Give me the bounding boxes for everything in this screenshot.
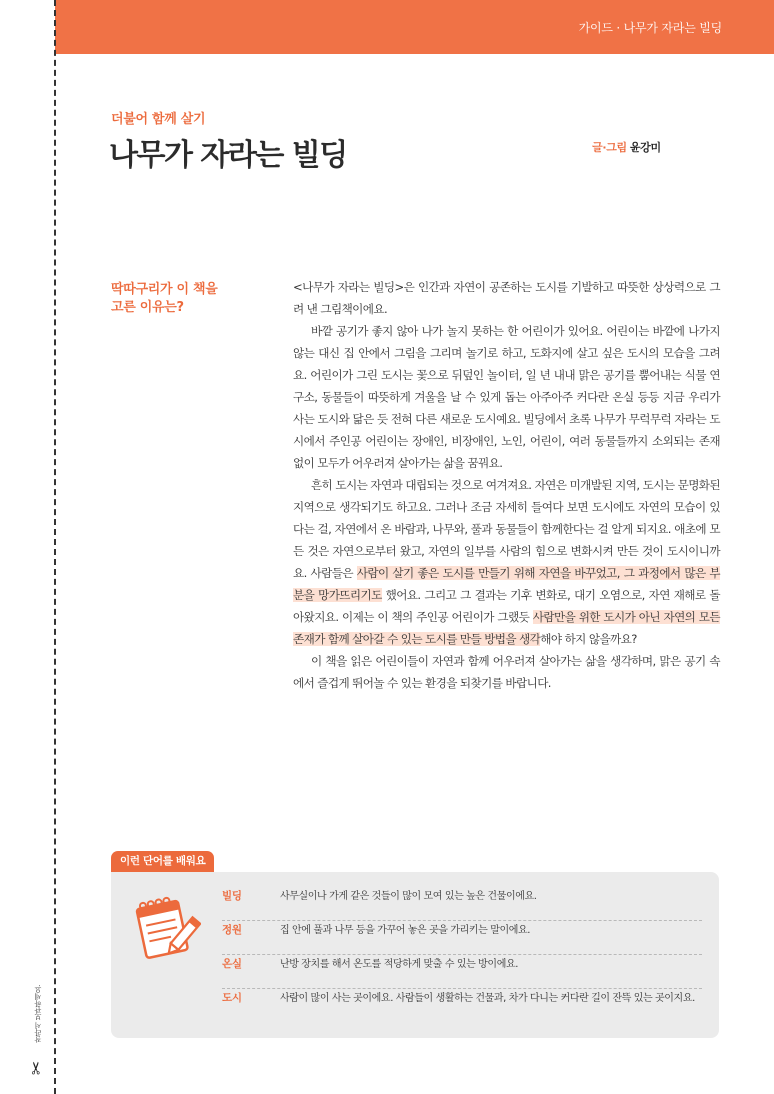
article-kicker: 더불어 함께 살기 bbox=[111, 112, 206, 127]
header-bar bbox=[55, 0, 774, 54]
highlight-2: 사람만을 위한 도시가 아닌 자연의 모든 존재가 함께 살아갈 수 있는 도시를 만들 방법을 생각 bbox=[293, 610, 720, 646]
vocab-definition: 집 안에 풀과 나무 등을 가꾸어 놓은 곳을 가리키는 말이에요. bbox=[280, 925, 531, 936]
side-heading bbox=[111, 281, 251, 317]
header-section-title: 가이드 · 나무가 자라는 빌딩 bbox=[578, 21, 722, 35]
highlight-1: 사람이 살기 좋은 도시를 만들기 위해 자연을 바꾸었고, 그 과정에서 많은 부분을 망가뜨리기도 bbox=[293, 566, 720, 602]
vocab-word: 도시 bbox=[222, 992, 242, 1004]
paragraph-2: 바깥 공기가 좋지 않아 나가 놀지 못하는 한 어린이가 있어요. 어린이는 바깥에 나가지 않는 대신 집 안에서 그림을 그리며 놀기로 하고, 도화지에 살고 싶은 도시의 모습을 그려요. 어린이가 그린 도시는 꽃으로 뒤덮인 놀이터, 일 년 내내 맑은 공기를 뿜어내는 식물 연구소, 동물들이 따뜻하게 겨울을 날 수 있게 돕는 아주아주 커다란 온실 등등 지금 우리가 사는 도시와 닮은 듯 전혀 다른 새로운 도시예요. 빌딩에서 초록 나무가 무럭무럭 자라는 도시에서 주인공 어린이는 장애인, 비장애인, 노인, 어린이, 여러 동물들까지 소외되는 존재 없이 모두가 어우러져 살아가는 삶을 꿈꿔요. bbox=[293, 324, 720, 470]
article-body bbox=[293, 276, 720, 694]
vocab-title: 이런 단어를 배워요 bbox=[111, 851, 214, 872]
scissors-icon: ✂ bbox=[27, 1060, 48, 1076]
vocab-word: 정원 bbox=[222, 924, 242, 936]
paragraph-3 bbox=[293, 474, 720, 650]
vocab-definition: 사람이 많이 사는 곳이에요. 사람들이 생활하는 건물과, 차가 다니는 커다란 길이 잔뜩 있는 곳이지요. bbox=[280, 993, 695, 1004]
vocab-definition: 사무실이나 가게 같은 것들이 많이 모여 있는 높은 건물이에요. bbox=[280, 891, 537, 902]
vocab-item bbox=[222, 956, 702, 989]
side-heading-line2: 고른 이유는? bbox=[111, 300, 184, 315]
paragraph-3-part-b: 했어요. 그리고 그 결과는 기후 변화로, 대기 오염으로, 자연 재해로 돌아왔지요. 이제는 이 책의 주인공 어린이가 그랬듯 bbox=[293, 588, 720, 624]
vocab-word: 빌딩 bbox=[222, 890, 242, 902]
cut-line bbox=[54, 0, 56, 1094]
vocab-item bbox=[222, 888, 702, 921]
notepad-pencil-icon bbox=[127, 894, 201, 962]
cut-note: 잘라서 보관하세요. bbox=[34, 985, 42, 1043]
article-title: 나무가 자라는 빌딩 bbox=[109, 138, 347, 173]
byline bbox=[592, 139, 661, 155]
vocab-item bbox=[222, 922, 702, 955]
vocab-item bbox=[222, 990, 702, 1030]
author-name: 윤강미 bbox=[629, 141, 661, 154]
vocab-word: 온실 bbox=[222, 958, 242, 970]
vocab-box bbox=[111, 872, 719, 1038]
paragraph-1: <나무가 자라는 빌딩>은 인간과 자연이 공존하는 도시를 기발하고 따뜻한 상상력으로 그려 낸 그림책이에요. bbox=[293, 280, 720, 316]
paragraph-4: 이 책을 읽은 어린이들이 자연과 함께 어우러져 살아가는 삶을 생각하며, 맑은 공기 속에서 즐겁게 뛰어놀 수 있는 환경을 되찾기를 바랍니다. bbox=[293, 654, 720, 690]
paragraph-3-part-c: 해야 하지 않을까요? bbox=[540, 632, 637, 646]
side-heading-line1: 딱따구리가 이 책을 bbox=[111, 282, 218, 297]
paragraph-3-part-a: 흔히 도시는 자연과 대립되는 것으로 여겨져요. 자연은 미개발된 지역, 도시는 문명화된 지역으로 생각되기도 하고요. 그러나 조금 자세히 들여다 보면 도시에도 자연의 모습이 있다는 걸, 자연에서 온 바람과, 나무와, 풀과 동물들이 함께한다는 걸 알게 되지요. 애초에 모든 것은 자연으로부터 왔고, 자연의 일부를 사람의 힘으로 변화시켜 만든 것이 도시이니까요. 사람들은 bbox=[293, 478, 720, 580]
byline-label: 글·그림 bbox=[592, 141, 627, 154]
vocab-definition: 난방 장치를 해서 온도를 적당하게 맞출 수 있는 방이에요. bbox=[280, 959, 518, 970]
